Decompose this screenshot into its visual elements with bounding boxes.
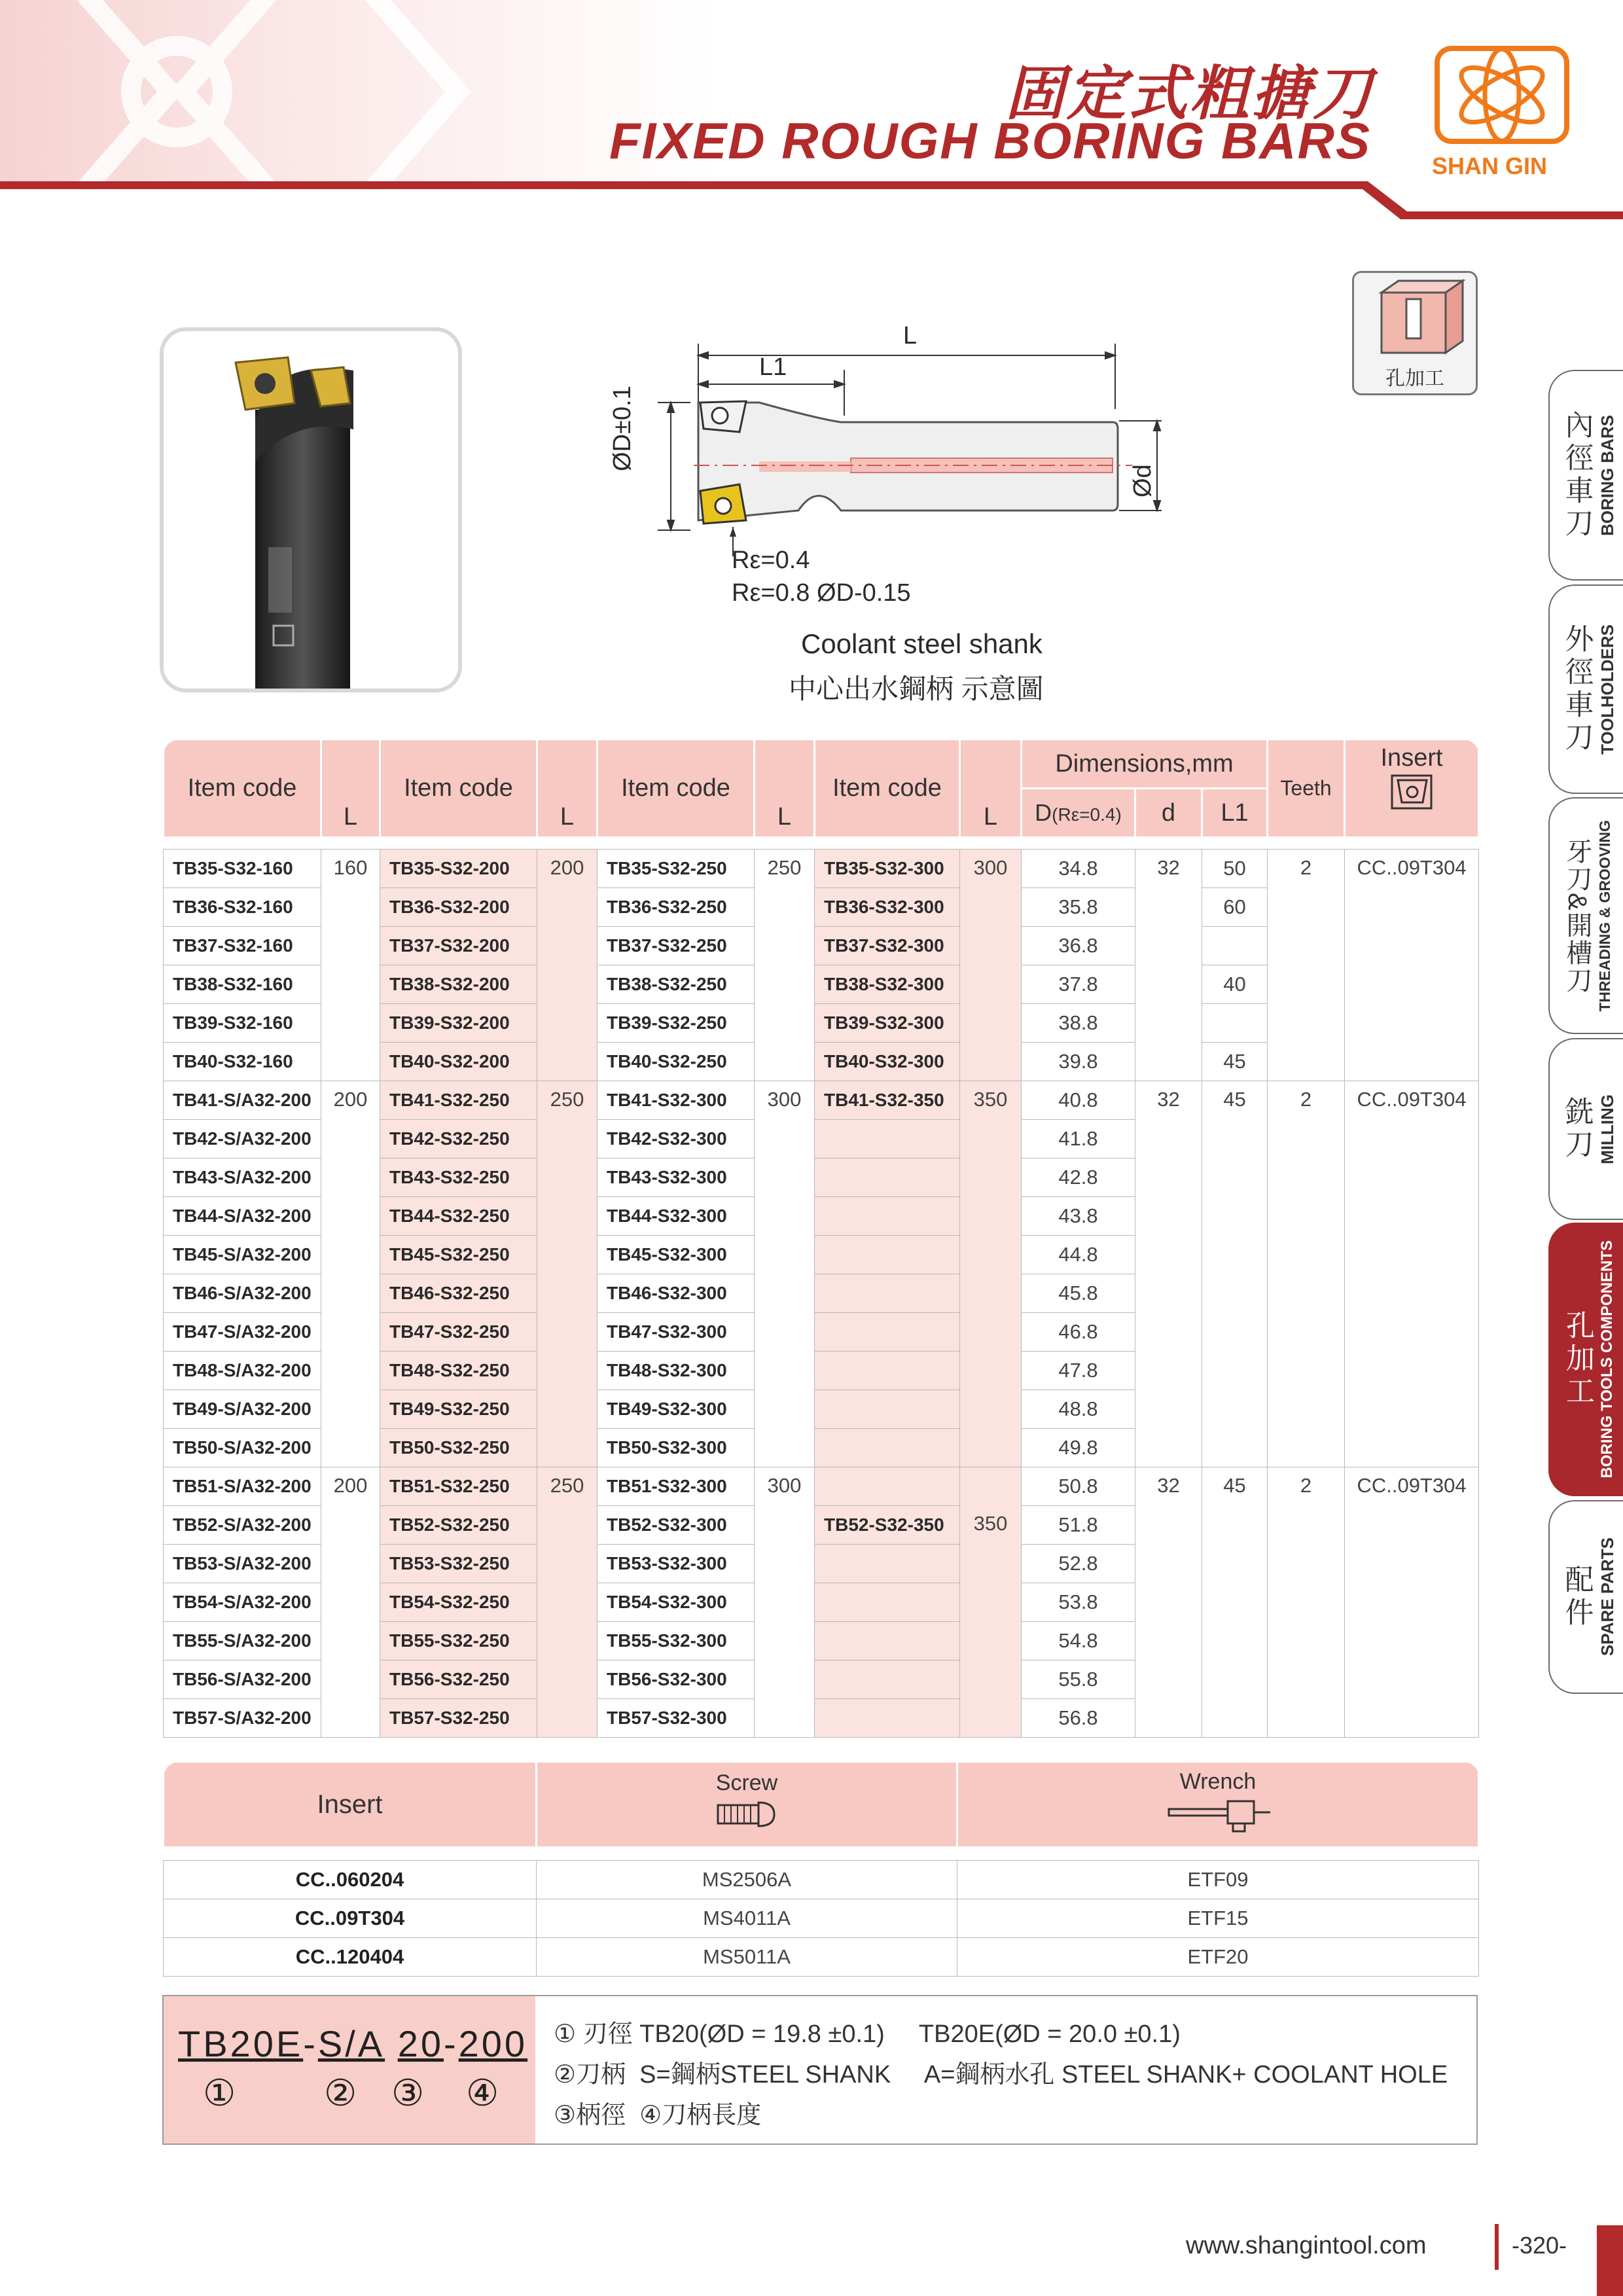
header-insert bbox=[1345, 740, 1479, 838]
shank-diameter-cell: 32 bbox=[1135, 850, 1202, 1081]
header-item-code: Item code bbox=[815, 740, 960, 838]
item-code-cell: TB43-S32-250 bbox=[380, 1158, 537, 1197]
l1-cell: 45 bbox=[1202, 1081, 1268, 1467]
length-cell: 250 bbox=[537, 1081, 597, 1467]
item-code-cell: TB49-S32-300 bbox=[597, 1390, 755, 1429]
diameter-cell: 35.8 bbox=[1022, 888, 1135, 927]
item-code-cell: TB42-S32-250 bbox=[380, 1120, 537, 1158]
item-code-cell bbox=[815, 1660, 960, 1699]
parts-header-wrench bbox=[957, 1762, 1479, 1848]
header-D-note: (Rε=0.4) bbox=[1052, 804, 1122, 825]
code-marker-2: ② bbox=[324, 2072, 357, 2113]
diameter-cell: 56.8 bbox=[1022, 1699, 1135, 1738]
item-code-cell bbox=[815, 1158, 960, 1197]
item-code-cell: TB52-S32-300 bbox=[597, 1506, 755, 1545]
item-code-cell: TB52-S32-350 bbox=[815, 1506, 960, 1545]
tab-spare-parts[interactable] bbox=[1548, 1500, 1623, 1694]
item-code-cell: TB54-S32-250 bbox=[380, 1583, 537, 1622]
wrench-code-cell: ETF15 bbox=[957, 1899, 1479, 1938]
header-insert-label: Insert bbox=[1380, 744, 1443, 772]
table-row bbox=[164, 1467, 1479, 1506]
item-code-cell: TB45-S32-300 bbox=[597, 1236, 755, 1274]
item-code-cell: TB49-S32-250 bbox=[380, 1390, 537, 1429]
item-code-cell bbox=[815, 1390, 960, 1429]
tab-label-cn: 牙刀&開槽刀 bbox=[1563, 837, 1592, 994]
header-L: L bbox=[537, 740, 597, 838]
item-code-cell: TB44-S32-300 bbox=[597, 1197, 755, 1236]
item-code-cell: TB44-S/A32-200 bbox=[164, 1197, 321, 1236]
insert-cell: CC..09T304 bbox=[1345, 850, 1479, 1081]
insert-code-cell: CC..060204 bbox=[164, 1861, 537, 1899]
item-code-cell bbox=[815, 1274, 960, 1313]
code-example bbox=[178, 2022, 527, 2065]
boring-bar-spec-table bbox=[162, 738, 1480, 1738]
screw-code-cell: MS4011A bbox=[537, 1899, 957, 1938]
item-code-cell: TB50-S32-250 bbox=[380, 1429, 537, 1467]
insert-code-cell: CC..09T304 bbox=[164, 1899, 537, 1938]
diagram-caption-en: Coolant steel shank bbox=[801, 628, 1043, 659]
length-cell: 300 bbox=[755, 1467, 815, 1738]
item-code-cell: TB51-S32-250 bbox=[380, 1467, 537, 1506]
item-code-cell: TB38-S32-200 bbox=[380, 965, 537, 1004]
item-code-key bbox=[162, 1995, 1478, 2145]
header-rule bbox=[0, 180, 1623, 226]
diameter-cell: 37.8 bbox=[1022, 965, 1135, 1004]
code-part-1: TB20E bbox=[178, 2023, 304, 2064]
item-code-cell: TB48-S32-300 bbox=[597, 1352, 755, 1390]
diameter-cell: 43.8 bbox=[1022, 1197, 1135, 1236]
wrench-icon bbox=[1162, 1795, 1274, 1834]
item-code-cell: TB37-S32-160 bbox=[164, 927, 321, 965]
diameter-cell: 47.8 bbox=[1022, 1352, 1135, 1390]
diagram-caption-cn: 中心出水鋼柄 示意圖 bbox=[789, 673, 1044, 704]
item-code-cell: TB50-S/A32-200 bbox=[164, 1429, 321, 1467]
header-item-code: Item code bbox=[380, 740, 537, 838]
header-item-code: Item code bbox=[597, 740, 755, 838]
item-code-cell: TB55-S/A32-200 bbox=[164, 1622, 321, 1660]
item-code-cell: TB35-S32-250 bbox=[597, 850, 755, 888]
code-marker-1: ① bbox=[203, 2072, 236, 2113]
tab-label-en: BORING BARS bbox=[1597, 414, 1617, 536]
item-code-cell: TB41-S32-350 bbox=[815, 1081, 960, 1120]
item-code-cell: TB55-S32-300 bbox=[597, 1622, 755, 1660]
item-code-cell: TB39-S32-160 bbox=[164, 1004, 321, 1043]
hole-machining-icon bbox=[1354, 273, 1476, 361]
header-d: d bbox=[1135, 789, 1202, 838]
l1-cell bbox=[1202, 927, 1268, 965]
code-key-line-3: ③柄徑 ④刀柄長度 bbox=[554, 2102, 762, 2129]
tab-label-en: SPARE PARTS bbox=[1597, 1537, 1617, 1657]
item-code-cell: TB51-S/A32-200 bbox=[164, 1467, 321, 1506]
item-code-cell: TB43-S/A32-200 bbox=[164, 1158, 321, 1197]
item-code-cell: TB40-S32-200 bbox=[380, 1043, 537, 1081]
length-cell: 250 bbox=[755, 850, 815, 1081]
diameter-cell: 42.8 bbox=[1022, 1158, 1135, 1197]
screw-icon bbox=[714, 1796, 779, 1833]
tab-label-en: TOOLHOLDERS bbox=[1597, 624, 1617, 755]
diameter-cell: 40.8 bbox=[1022, 1081, 1135, 1120]
item-code-cell: TB35-S32-200 bbox=[380, 850, 537, 888]
diameter-cell: 41.8 bbox=[1022, 1120, 1135, 1158]
tab-label-en: THREADING & GROOVING bbox=[1596, 819, 1613, 1012]
l1-cell bbox=[1202, 1004, 1268, 1043]
rhombic-insert-icon bbox=[1389, 772, 1435, 812]
item-code-cell bbox=[815, 1467, 960, 1506]
diameter-cell: 54.8 bbox=[1022, 1622, 1135, 1660]
item-code-cell: TB47-S32-300 bbox=[597, 1313, 755, 1352]
item-code-cell: TB38-S32-160 bbox=[164, 965, 321, 1004]
tab-label-en: MILLING bbox=[1597, 1094, 1617, 1164]
item-code-cell: TB51-S32-300 bbox=[597, 1467, 755, 1506]
item-code-cell: TB36-S32-250 bbox=[597, 888, 755, 927]
brand-name: SHAN GIN bbox=[1432, 152, 1548, 179]
diameter-cell: 51.8 bbox=[1022, 1506, 1135, 1545]
item-code-cell: TB57-S32-300 bbox=[597, 1699, 755, 1738]
page-number: -320- bbox=[1512, 2232, 1567, 2259]
wrench-code-cell: ETF20 bbox=[957, 1938, 1479, 1977]
tab-threading-grooving[interactable] bbox=[1548, 797, 1623, 1034]
length-cell: 160 bbox=[321, 850, 380, 1081]
category-badge-label: 孔加工 bbox=[1385, 368, 1444, 389]
item-code-cell: TB38-S32-300 bbox=[815, 965, 960, 1004]
teeth-cell: 2 bbox=[1268, 1081, 1345, 1467]
item-code-cell: TB42-S/A32-200 bbox=[164, 1120, 321, 1158]
item-code-cell: TB45-S32-250 bbox=[380, 1236, 537, 1274]
item-code-cell bbox=[815, 1236, 960, 1274]
item-code-cell: TB36-S32-300 bbox=[815, 888, 960, 927]
tab-label-cn: 配件 bbox=[1560, 1564, 1593, 1630]
code-key-line-1: ① 刃徑 TB20(ØD = 19.8 ±0.1) TB20E(ØD = 20.0 ±0.1) bbox=[554, 2020, 1181, 2048]
item-code-cell: TB38-S32-250 bbox=[597, 965, 755, 1004]
item-code-cell: TB45-S/A32-200 bbox=[164, 1236, 321, 1274]
diameter-cell: 38.8 bbox=[1022, 1004, 1135, 1043]
diameter-cell: 48.8 bbox=[1022, 1390, 1135, 1429]
diameter-cell: 36.8 bbox=[1022, 927, 1135, 965]
page-title-en: FIXED ROUGH BORING BARS bbox=[609, 112, 1371, 170]
code-marker-3: ③ bbox=[391, 2072, 425, 2113]
code-marker-4: ④ bbox=[466, 2072, 499, 2113]
item-code-cell bbox=[815, 1583, 960, 1622]
item-code-cell: TB37-S32-300 bbox=[815, 927, 960, 965]
length-cell: 200 bbox=[321, 1081, 380, 1467]
item-code-cell: TB56-S32-250 bbox=[380, 1660, 537, 1699]
item-code-cell: TB47-S/A32-200 bbox=[164, 1313, 321, 1352]
diameter-cell: 53.8 bbox=[1022, 1583, 1135, 1622]
item-code-cell: TB54-S32-300 bbox=[597, 1583, 755, 1622]
item-code-cell bbox=[815, 1429, 960, 1467]
item-code-cell: TB47-S32-250 bbox=[380, 1313, 537, 1352]
item-code-cell: TB39-S32-300 bbox=[815, 1004, 960, 1043]
item-code-cell: TB40-S32-300 bbox=[815, 1043, 960, 1081]
item-code-cell: TB44-S32-250 bbox=[380, 1197, 537, 1236]
item-code-cell bbox=[815, 1313, 960, 1352]
item-code-cell: TB53-S32-300 bbox=[597, 1545, 755, 1583]
item-code-cell: TB37-S32-250 bbox=[597, 927, 755, 965]
item-code-cell: TB52-S32-250 bbox=[380, 1506, 537, 1545]
tab-label-en: BORING TOOLS COMPONENTS bbox=[1598, 1240, 1616, 1479]
table-row bbox=[164, 1081, 1479, 1120]
item-code-cell: TB36-S32-160 bbox=[164, 888, 321, 927]
l1-cell: 45 bbox=[1202, 1043, 1268, 1081]
code-example-panel bbox=[164, 1996, 535, 2144]
shank-diameter-cell: 32 bbox=[1135, 1081, 1202, 1467]
header-L: L bbox=[321, 740, 380, 838]
item-code-cell: TB46-S/A32-200 bbox=[164, 1274, 321, 1313]
tab-label-cn: 銑刀 bbox=[1560, 1096, 1593, 1162]
page-title-cn: 固定式粗搪刀 bbox=[1005, 62, 1374, 127]
item-code-cell: TB50-S32-300 bbox=[597, 1429, 755, 1467]
length-cell: 350 bbox=[960, 1081, 1022, 1467]
code-separator: - bbox=[303, 2023, 318, 2064]
parts-header-screw-label: Screw bbox=[715, 1770, 778, 1795]
item-code-cell: TB42-S32-300 bbox=[597, 1120, 755, 1158]
diameter-cell: 50.8 bbox=[1022, 1467, 1135, 1506]
item-code-cell: TB35-S32-160 bbox=[164, 850, 321, 888]
length-cell: 300 bbox=[960, 850, 1022, 1081]
item-code-cell: TB56-S32-300 bbox=[597, 1660, 755, 1699]
teeth-cell: 2 bbox=[1268, 1467, 1345, 1738]
item-code-cell: TB40-S32-250 bbox=[597, 1043, 755, 1081]
parts-header-insert: Insert bbox=[164, 1762, 537, 1848]
item-code-cell: TB53-S/A32-200 bbox=[164, 1545, 321, 1583]
tab-toolholders[interactable] bbox=[1548, 584, 1623, 794]
item-code-cell: TB54-S/A32-200 bbox=[164, 1583, 321, 1622]
header-L: L bbox=[755, 740, 815, 838]
item-code-cell bbox=[815, 1120, 960, 1158]
length-cell: 300 bbox=[755, 1081, 815, 1467]
l1-cell: 60 bbox=[1202, 888, 1268, 927]
parts-header-wrench-label: Wrench bbox=[1179, 1768, 1257, 1794]
code-part-2: S/A bbox=[317, 2023, 385, 2064]
insert-cell: CC..09T304 bbox=[1345, 1081, 1479, 1467]
item-code-cell: TB41-S32-300 bbox=[597, 1081, 755, 1120]
item-code-cell bbox=[815, 1197, 960, 1236]
product-photo-frame bbox=[160, 327, 462, 692]
parts-header-screw bbox=[537, 1762, 957, 1848]
diameter-cell: 52.8 bbox=[1022, 1545, 1135, 1583]
item-code-cell: TB39-S32-200 bbox=[380, 1004, 537, 1043]
diagram-label-L1: L1 bbox=[759, 353, 787, 381]
item-code-cell: TB39-S32-250 bbox=[597, 1004, 755, 1043]
spare-parts-table bbox=[162, 1761, 1480, 1977]
item-code-cell: TB40-S32-160 bbox=[164, 1043, 321, 1081]
diameter-cell: 44.8 bbox=[1022, 1236, 1135, 1274]
header-L: L bbox=[960, 740, 1022, 838]
tab-boring-bars[interactable] bbox=[1548, 370, 1623, 581]
diameter-cell: 45.8 bbox=[1022, 1274, 1135, 1313]
item-code-cell: TB57-S32-250 bbox=[380, 1699, 537, 1738]
tab-boring-tools-components[interactable] bbox=[1548, 1223, 1623, 1496]
header-dimensions: Dimensions,mm bbox=[1022, 740, 1268, 789]
header-D bbox=[1022, 789, 1135, 838]
shan-gin-logo-icon bbox=[1435, 46, 1569, 144]
code-part-4: 200 bbox=[458, 2023, 528, 2064]
item-code-cell: TB57-S/A32-200 bbox=[164, 1699, 321, 1738]
item-code-cell bbox=[815, 1545, 960, 1583]
diameter-cell: 49.8 bbox=[1022, 1429, 1135, 1467]
item-code-cell: TB41-S32-250 bbox=[380, 1081, 537, 1120]
item-code-cell: TB37-S32-200 bbox=[380, 927, 537, 965]
shank-diameter-cell: 32 bbox=[1135, 1467, 1202, 1738]
tab-milling[interactable] bbox=[1548, 1038, 1623, 1220]
length-cell: 350 bbox=[960, 1467, 1022, 1738]
screw-code-cell: MS2506A bbox=[537, 1861, 957, 1899]
item-code-cell: TB46-S32-250 bbox=[380, 1274, 537, 1313]
item-code-cell: TB43-S32-300 bbox=[597, 1158, 755, 1197]
item-code-cell: TB55-S32-250 bbox=[380, 1622, 537, 1660]
item-code-cell: TB48-S32-250 bbox=[380, 1352, 537, 1390]
l1-cell: 50 bbox=[1202, 850, 1268, 888]
tab-label-cn: 孔加工 bbox=[1561, 1310, 1594, 1408]
diagram-label-L: L bbox=[903, 322, 918, 350]
diagram-label-D: ØD±0.1 bbox=[609, 386, 636, 471]
table-row bbox=[164, 1899, 1479, 1938]
item-code-cell: TB48-S/A32-200 bbox=[164, 1352, 321, 1390]
header-L1: L1 bbox=[1202, 789, 1268, 838]
diagram-label-d: Ød bbox=[1129, 464, 1156, 497]
screw-code-cell: MS5011A bbox=[537, 1938, 957, 1977]
wrench-code-cell: ETF09 bbox=[957, 1861, 1479, 1899]
l1-cell: 45 bbox=[1202, 1467, 1268, 1738]
diagram-radius-1: Rε=0.4 bbox=[732, 547, 810, 574]
table-row bbox=[164, 1938, 1479, 1977]
insert-cell: CC..09T304 bbox=[1345, 1467, 1479, 1738]
boring-bar-photo bbox=[164, 331, 458, 689]
item-code-cell: TB49-S/A32-200 bbox=[164, 1390, 321, 1429]
code-part-3: 20 bbox=[397, 2023, 444, 2064]
category-badge bbox=[1352, 271, 1478, 395]
header-item-code: Item code bbox=[164, 740, 321, 838]
item-code-cell: TB46-S32-300 bbox=[597, 1274, 755, 1313]
diameter-cell: 39.8 bbox=[1022, 1043, 1135, 1081]
item-code-cell: TB53-S32-250 bbox=[380, 1545, 537, 1583]
item-code-cell: TB35-S32-300 bbox=[815, 850, 960, 888]
header-teeth: Teeth bbox=[1268, 740, 1345, 838]
item-code-cell bbox=[815, 1352, 960, 1390]
length-cell: 200 bbox=[537, 850, 597, 1081]
tab-label-cn: 外徑車刀 bbox=[1560, 624, 1593, 755]
item-code-cell bbox=[815, 1622, 960, 1660]
diagram-radius-2: Rε=0.8 ØD-0.15 bbox=[732, 579, 911, 607]
header-D-label: D bbox=[1035, 799, 1052, 826]
footer-website[interactable]: www.shangintool.com bbox=[1186, 2232, 1427, 2259]
tab-label-cn: 內徑車刀 bbox=[1560, 410, 1593, 541]
footer-accent-bar bbox=[1597, 2225, 1623, 2296]
insert-code-cell: CC..120404 bbox=[164, 1938, 537, 1977]
table-row bbox=[164, 850, 1479, 888]
l1-cell: 40 bbox=[1202, 965, 1268, 1004]
code-separator: - bbox=[443, 2023, 459, 2064]
item-code-cell: TB41-S/A32-200 bbox=[164, 1081, 321, 1120]
teeth-cell: 2 bbox=[1268, 850, 1345, 1081]
code-key-line-2: ②刀柄 S=鋼柄STEEL SHANK A=鋼柄水孔 STEEL SHANK+ COOLANT HOLE bbox=[554, 2061, 1448, 2089]
footer-divider bbox=[1495, 2224, 1499, 2270]
length-cell: 200 bbox=[321, 1467, 380, 1738]
length-cell: 250 bbox=[537, 1467, 597, 1738]
item-code-cell bbox=[815, 1699, 960, 1738]
table-row bbox=[164, 1861, 1479, 1899]
diameter-cell: 46.8 bbox=[1022, 1313, 1135, 1352]
item-code-cell: TB52-S/A32-200 bbox=[164, 1506, 321, 1545]
item-code-cell: TB36-S32-200 bbox=[380, 888, 537, 927]
diameter-cell: 55.8 bbox=[1022, 1660, 1135, 1699]
diameter-cell: 34.8 bbox=[1022, 850, 1135, 888]
item-code-cell: TB56-S/A32-200 bbox=[164, 1660, 321, 1699]
